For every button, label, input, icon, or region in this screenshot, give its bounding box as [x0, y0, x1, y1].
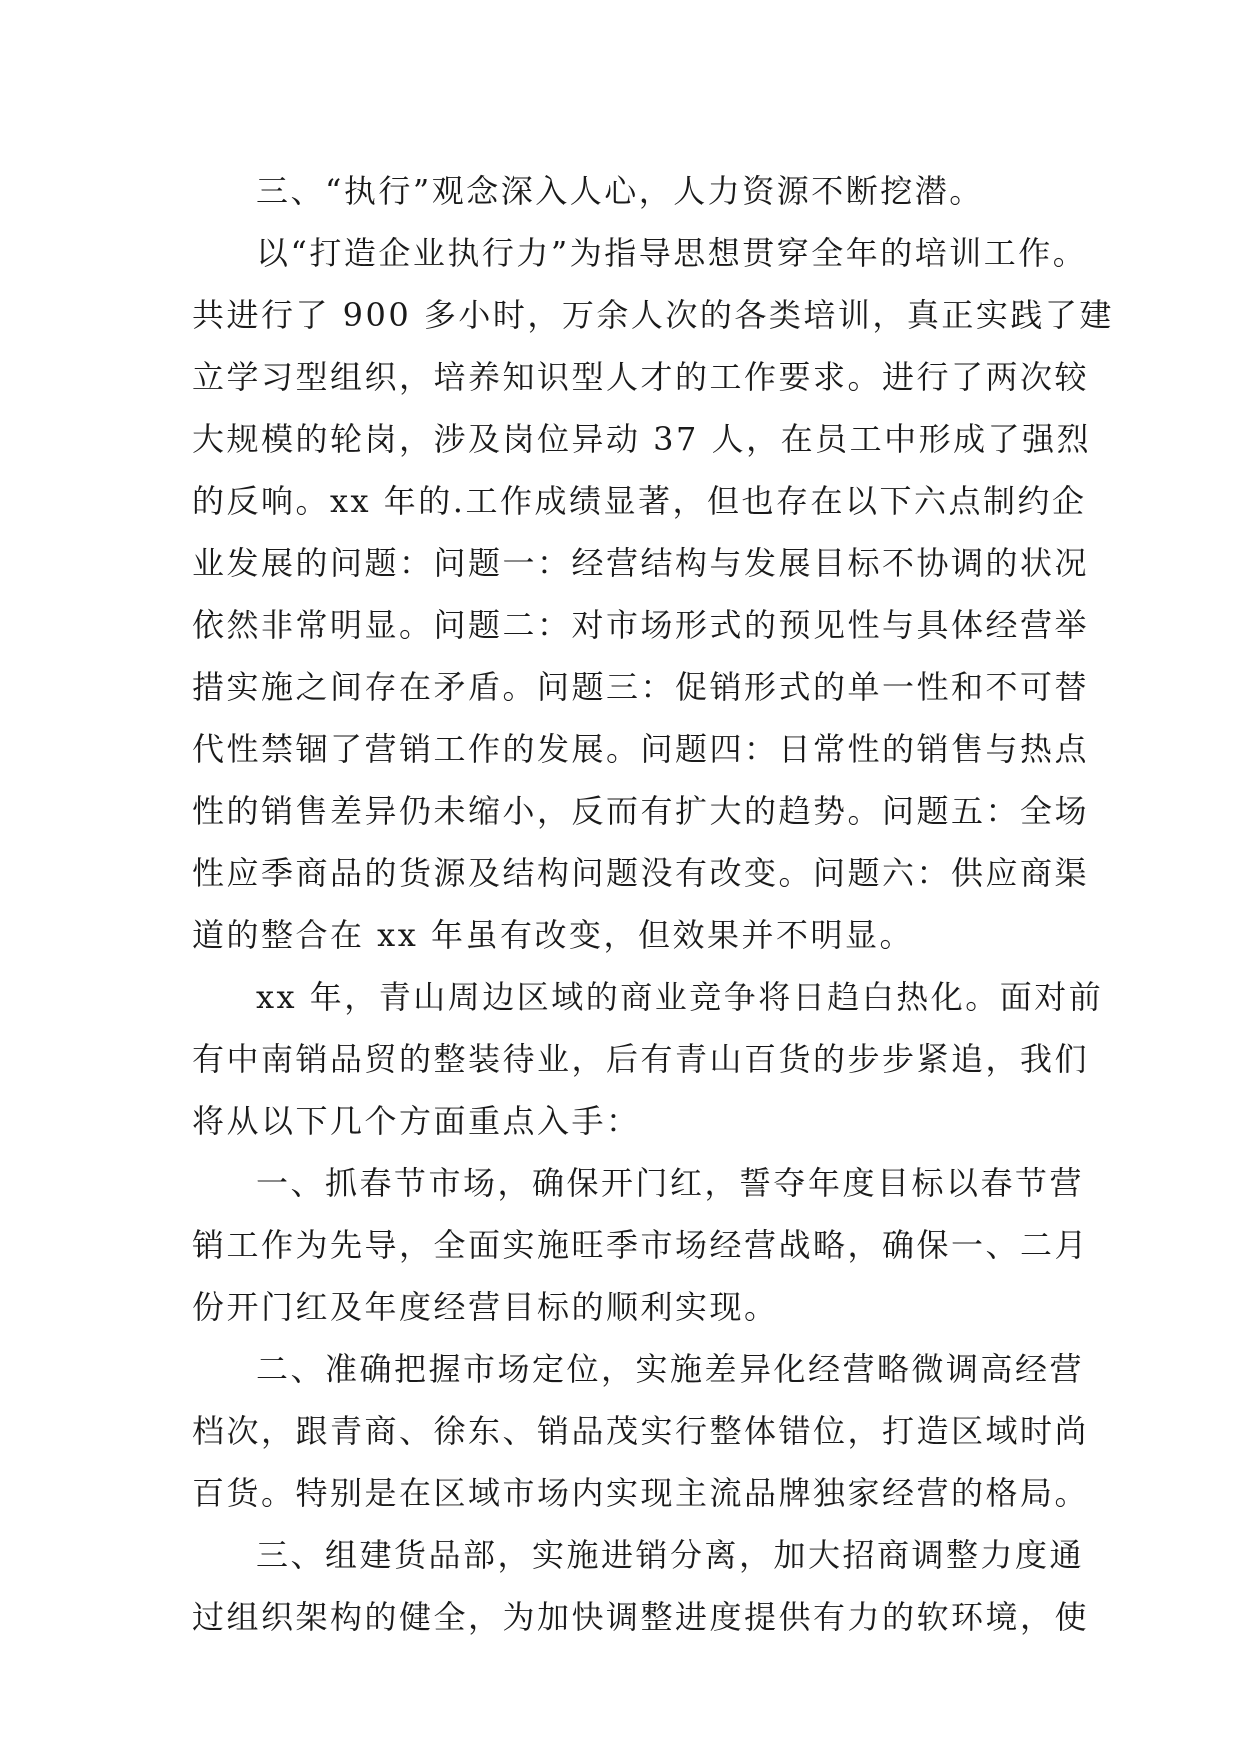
paragraph-heading-execution: 三、“执行”观念深入人心，人力资源不断挖潜。	[256, 172, 984, 210]
text-line: 将从以下几个方面重点入手：	[192, 1102, 641, 1140]
text-line: xx 年，青山周边区域的商业竞争将日趋白热化。面对前	[256, 978, 1104, 1016]
text-line: 过组织架构的健全，为加快调整进度提供有力的软环境，使	[192, 1598, 1090, 1636]
text-line: 代性禁锢了营销工作的发展。问题四：日常性的销售与热点	[192, 730, 1090, 768]
text-line: 业发展的问题：问题一：经营结构与发展目标不协调的状况	[192, 544, 1090, 582]
text-line: 大规模的轮岗，涉及岗位异动 37 人，在员工中形成了强烈	[192, 420, 1092, 458]
text-line: 档次，跟青商、徐东、销品茂实行整体错位，打造区域时尚	[192, 1412, 1090, 1450]
text-line: 二、准确把握市场定位，实施差异化经营略微调高经营	[256, 1350, 1085, 1388]
text-line: 道的整合在 xx 年虽有改变，但效果并不明显。	[192, 916, 914, 954]
text-line: 销工作为先导，全面实施旺季市场经营战略，确保一、二月	[192, 1226, 1090, 1264]
text-line: 以“打造企业执行力”为指导思想贯穿全年的培训工作。	[256, 234, 1088, 272]
text-line: 措实施之间存在矛盾。问题三：促销形式的单一性和不可替	[192, 668, 1090, 706]
text-line: 的反响。xx 年的.工作成绩显著，但也存在以下六点制约企	[192, 482, 1087, 520]
text-line: 一、抓春节市场，确保开门红，誓夺年度目标以春节营	[256, 1164, 1085, 1202]
text-line: 性的销售差异仍未缩小，反而有扩大的趋势。问题五：全场	[192, 792, 1090, 830]
text-line: 三、组建货品部，实施进销分离，加大招商调整力度通	[256, 1536, 1085, 1574]
text-line: 性应季商品的货源及结构问题没有改变。问题六：供应商渠	[192, 854, 1090, 892]
text-line: 共进行了 900 多小时，万余人次的各类培训，真正实践了建	[192, 296, 1114, 334]
document-body	[192, 160, 1114, 1648]
text-line: 有中南销品贸的整装待业，后有青山百货的步步紧追，我们	[192, 1040, 1090, 1078]
text-line: 立学习型组织，培养知识型人才的工作要求。进行了两次较	[192, 358, 1090, 396]
text-line: 份开门红及年度经营目标的顺利实现。	[192, 1288, 779, 1326]
text-line: 百货。特别是在区域市场内实现主流品牌独家经营的格局。	[192, 1474, 1090, 1512]
text-line: 依然非常明显。问题二：对市场形式的预见性与具体经营举	[192, 606, 1090, 644]
